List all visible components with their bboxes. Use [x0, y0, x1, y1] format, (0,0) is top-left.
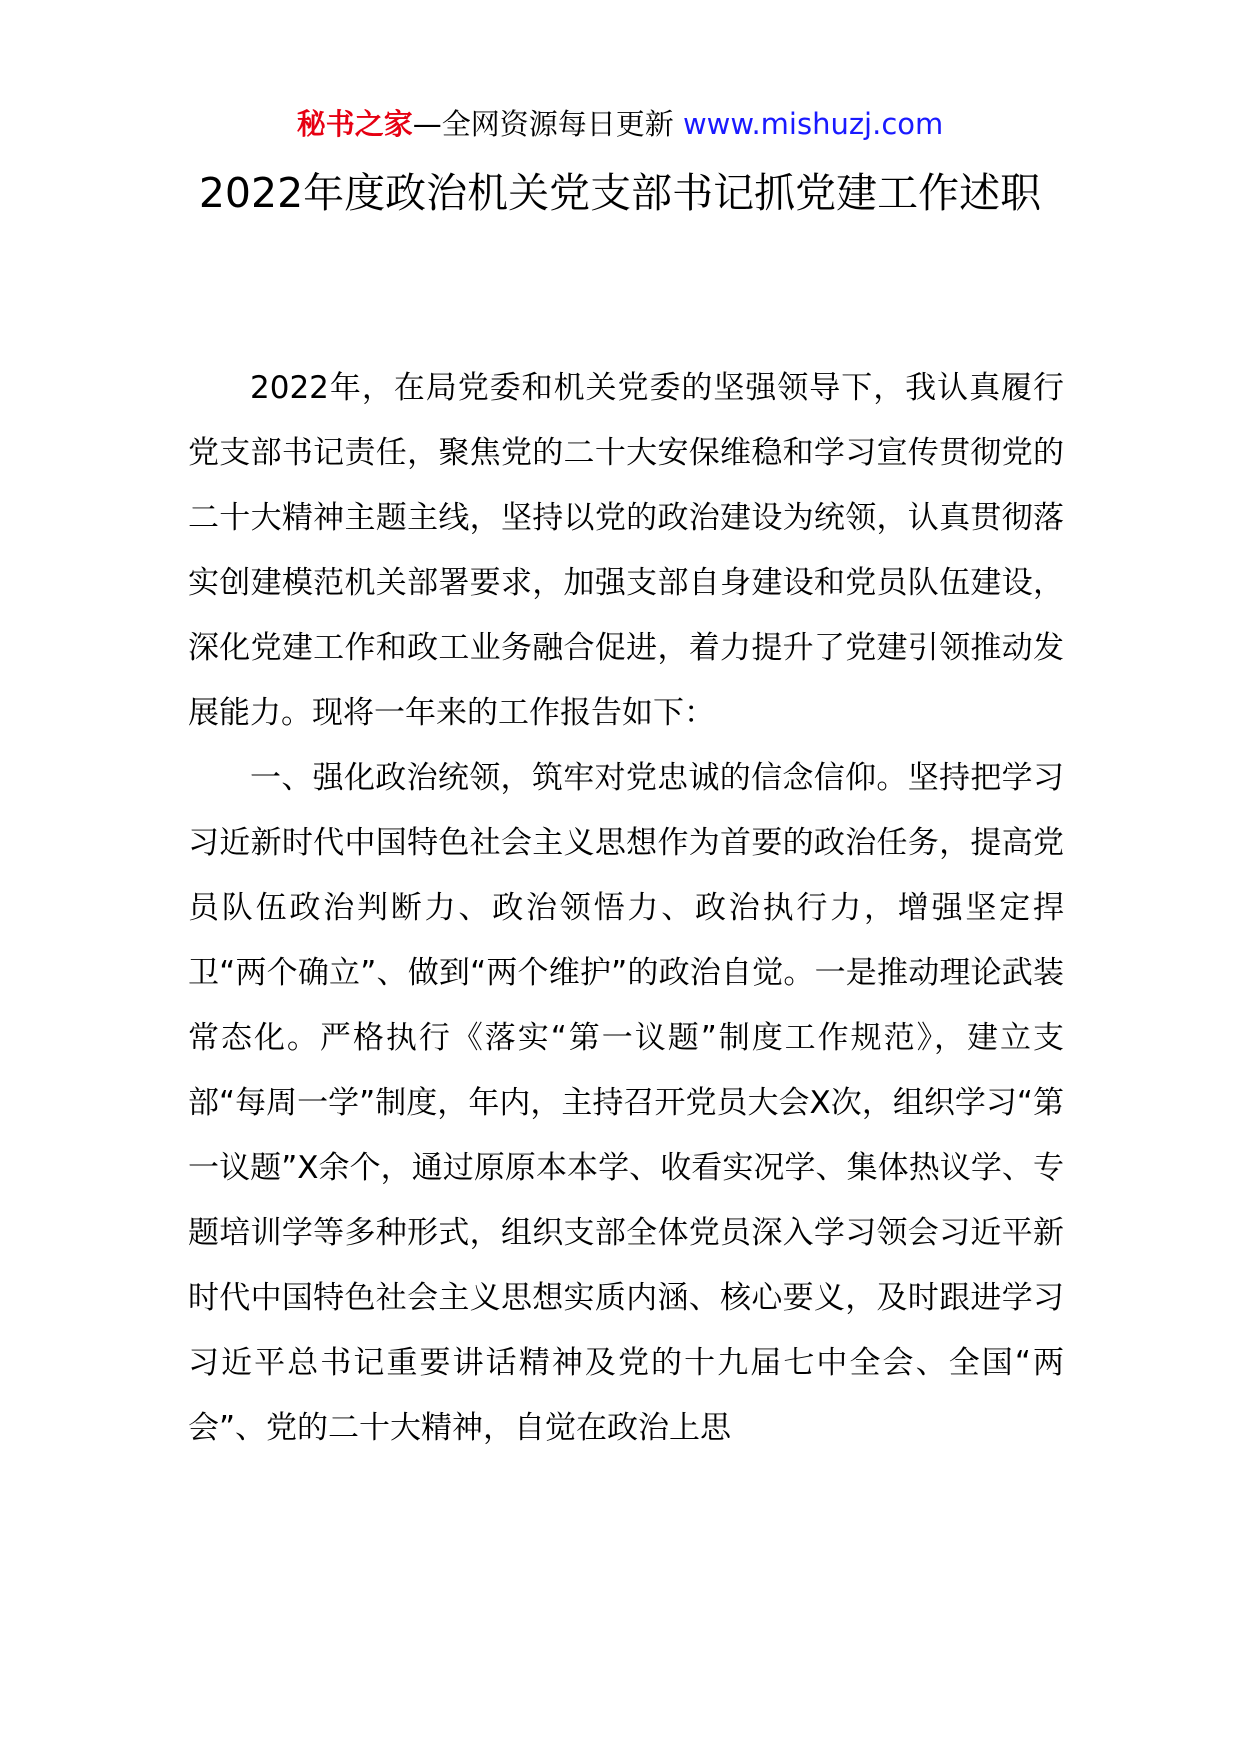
- site-header: [0, 104, 1240, 144]
- section-1-heading: 一、强化政治统领，筑牢对党忠诚的信念信仰。: [250, 760, 908, 796]
- document-title: 2022年度政治机关党支部书记抓党建工作述职: [198, 169, 1042, 217]
- section-1-paragraph: [188, 746, 1064, 1461]
- section-1-text: 坚持把学习习近新时代中国特色社会主义思想作为首要的政治任务，提高党员队伍政治判断力、政治领悟力、政治执行力，增强坚定捍卫“两个确立”、做到“两个维护”的政治自觉。一是推动理论武装常态化。严格执行《落实“第一议题”制度工作规范》，建立支部“每周一学”制度，年内，主持召开党员大会X次，组织学习“第一议题”X余个，通过原原本本学、收看实况学、集体热议学、专题培训学等多种形式，组织支部全体党员深入学习领会习近平新时代中国特色社会主义思想实质内涵、核心要义，及时跟进学习习近平总书记重要讲话精神及党的十九届七中全会、全国“两会”、党的二十大精神，自觉在政治上思: [188, 760, 1064, 1446]
- document-body: [188, 356, 1064, 1461]
- header-slogan: —全网资源每日更新: [412, 107, 674, 141]
- site-url-link[interactable]: www.mishuzj.com: [682, 107, 944, 141]
- brand-name: 秘书之家: [296, 107, 413, 141]
- intro-paragraph: 2022年，在局党委和机关党委的坚强领导下，我认真履行党支部书记责任，聚焦党的二十大安保维稳和学习宣传贯彻党的二十大精神主题主线，坚持以党的政治建设为统领，认真贯彻落实创建模范机关部署要求，加强支部自身建设和党员队伍建设，深化党建工作和政工业务融合促进，着力提升了党建引领推动发展能力。现将一年来的工作报告如下：: [188, 370, 1064, 731]
